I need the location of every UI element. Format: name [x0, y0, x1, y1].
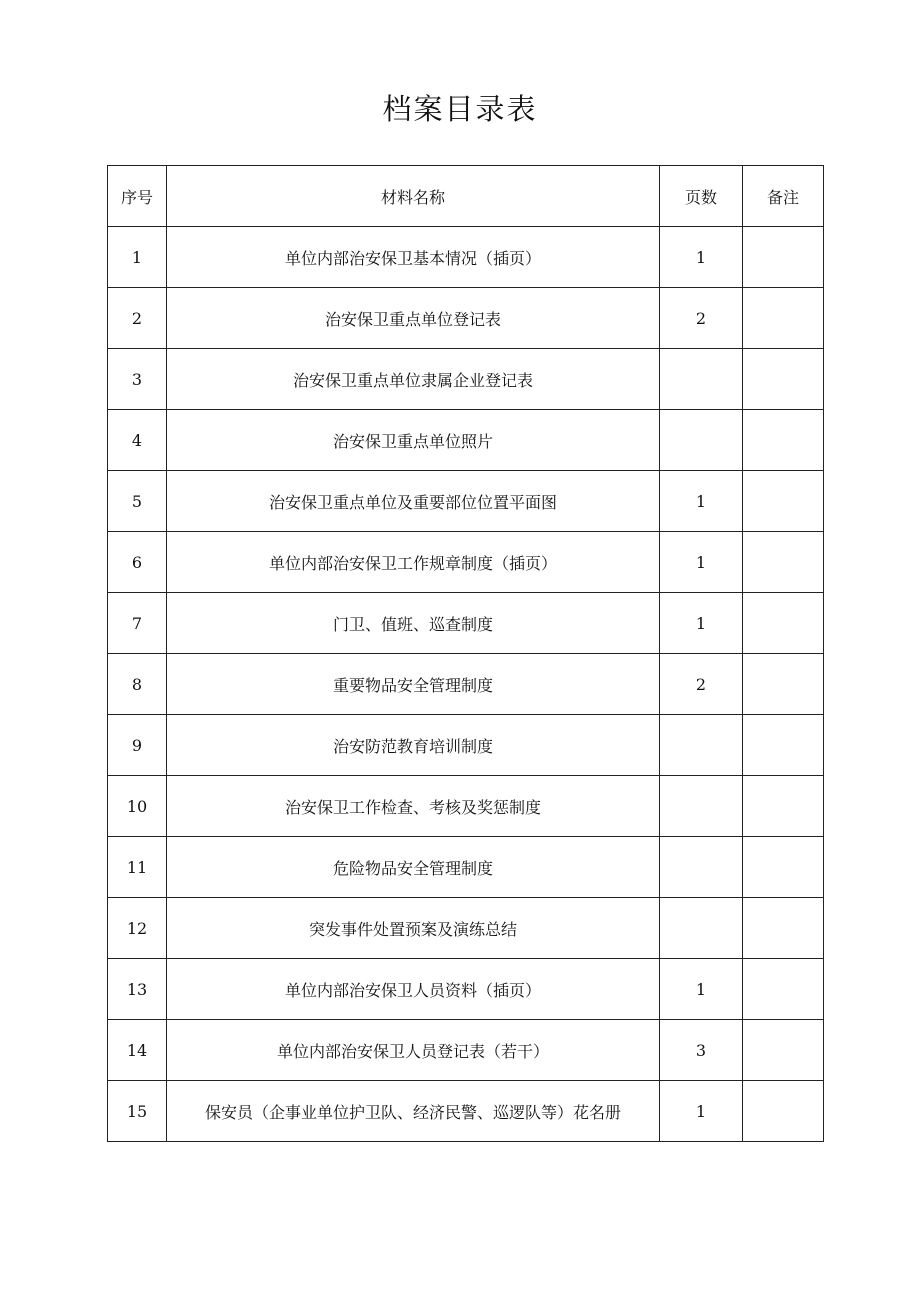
cell-no: 1: [108, 227, 167, 288]
cell-remark: [743, 227, 824, 288]
archive-catalog-table: [107, 165, 824, 1142]
cell-name: 门卫、值班、巡查制度: [167, 593, 660, 654]
cell-remark: [743, 1081, 824, 1142]
cell-no: 11: [108, 837, 167, 898]
cell-name: 治安保卫工作检查、考核及奖惩制度: [167, 776, 660, 837]
cell-name: 单位内部治安保卫工作规章制度（插页）: [167, 532, 660, 593]
cell-pages: 1: [660, 593, 743, 654]
cell-pages: 1: [660, 227, 743, 288]
cell-no: 8: [108, 654, 167, 715]
table-row: [108, 898, 824, 959]
cell-pages: 1: [660, 471, 743, 532]
cell-pages: 1: [660, 532, 743, 593]
cell-remark: [743, 288, 824, 349]
cell-name: 重要物品安全管理制度: [167, 654, 660, 715]
cell-remark: [743, 959, 824, 1020]
table-row: [108, 349, 824, 410]
cell-no: 7: [108, 593, 167, 654]
cell-pages: [660, 837, 743, 898]
cell-pages: 2: [660, 654, 743, 715]
cell-pages: 2: [660, 288, 743, 349]
table-row: [108, 532, 824, 593]
header-remark: 备注: [743, 166, 824, 227]
table-row: [108, 471, 824, 532]
cell-no: 12: [108, 898, 167, 959]
cell-no: 13: [108, 959, 167, 1020]
cell-name: 治安防范教育培训制度: [167, 715, 660, 776]
cell-pages: [660, 898, 743, 959]
page-title: 档案目录表: [382, 92, 538, 126]
cell-name: 突发事件处置预案及演练总结: [167, 898, 660, 959]
table-body: [108, 227, 824, 1142]
table-row: [108, 654, 824, 715]
cell-name: 单位内部治安保卫人员登记表（若干）: [167, 1020, 660, 1081]
cell-no: 3: [108, 349, 167, 410]
cell-pages: [660, 410, 743, 471]
table-row: [108, 959, 824, 1020]
table-row: [108, 776, 824, 837]
cell-pages: [660, 349, 743, 410]
cell-remark: [743, 776, 824, 837]
cell-remark: [743, 349, 824, 410]
header-pages: 页数: [660, 166, 743, 227]
cell-no: 5: [108, 471, 167, 532]
cell-remark: [743, 593, 824, 654]
cell-name: 单位内部治安保卫基本情况（插页）: [167, 227, 660, 288]
cell-remark: [743, 837, 824, 898]
cell-no: 9: [108, 715, 167, 776]
table-row: [108, 288, 824, 349]
cell-remark: [743, 471, 824, 532]
cell-name: 治安保卫重点单位登记表: [167, 288, 660, 349]
cell-name: 治安保卫重点单位照片: [167, 410, 660, 471]
table-row: [108, 593, 824, 654]
table-row: [108, 227, 824, 288]
cell-remark: [743, 532, 824, 593]
cell-no: 10: [108, 776, 167, 837]
table-row: [108, 715, 824, 776]
cell-name: 治安保卫重点单位及重要部位位置平面图: [167, 471, 660, 532]
table-row: [108, 410, 824, 471]
cell-name: 治安保卫重点单位隶属企业登记表: [167, 349, 660, 410]
cell-remark: [743, 654, 824, 715]
cell-remark: [743, 898, 824, 959]
cell-pages: 1: [660, 959, 743, 1020]
cell-no: 2: [108, 288, 167, 349]
cell-pages: [660, 776, 743, 837]
cell-remark: [743, 715, 824, 776]
table-row: [108, 1020, 824, 1081]
header-no: 序号: [108, 166, 167, 227]
cell-no: 14: [108, 1020, 167, 1081]
cell-remark: [743, 1020, 824, 1081]
table-row: [108, 837, 824, 898]
cell-pages: 3: [660, 1020, 743, 1081]
cell-no: 6: [108, 532, 167, 593]
cell-no: 15: [108, 1081, 167, 1142]
cell-name: 保安员（企事业单位护卫队、经济民警、巡逻队等）花名册: [167, 1081, 660, 1142]
cell-name: 单位内部治安保卫人员资料（插页）: [167, 959, 660, 1020]
cell-remark: [743, 410, 824, 471]
cell-name: 危险物品安全管理制度: [167, 837, 660, 898]
table-header-row: [108, 166, 824, 227]
cell-pages: [660, 715, 743, 776]
table-row: [108, 1081, 824, 1142]
cell-pages: 1: [660, 1081, 743, 1142]
header-name: 材料名称: [167, 166, 660, 227]
cell-no: 4: [108, 410, 167, 471]
